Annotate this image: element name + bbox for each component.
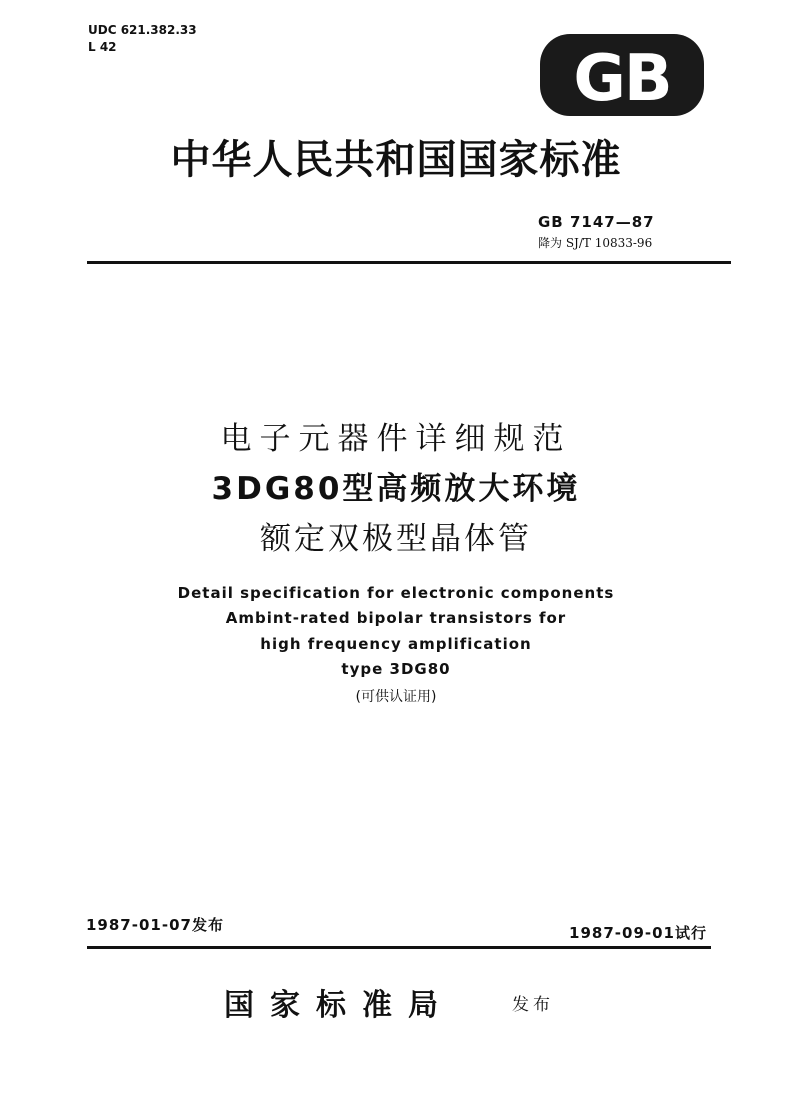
issue-date: 1987-01-07发布 [86,916,224,934]
replaced-by: 降为 SJ/T 10833-96 [538,236,653,250]
udc-code: UDC 621.382.33 [88,23,197,37]
national-standard-title: 中华人民共和国国家标准 [170,136,622,183]
standard-code: GB 7147—87 [538,213,655,231]
gb-logo [540,34,704,116]
udc-block [88,22,197,56]
title-en-line-3: high frequency amplification [260,635,532,653]
title-en-line-4: type 3DG80 [341,660,451,678]
published-label: 发布 [512,995,554,1015]
gb-logo-text: GB [573,42,671,116]
footer-divider [87,946,711,949]
implementation-date: 1987-09-01试行 [569,924,707,942]
issuing-agency: 国家标准局 [224,988,454,1023]
header-divider [87,261,731,264]
classification-code: L 42 [88,40,117,54]
title-cn-line-2: 3DG80型高频放大环境 [211,471,581,507]
certification-note: (可供认证用) [355,689,437,705]
title-cn-line-1: 电子元器件详细规范 [220,421,572,457]
title-en-line-1: Detail specification for electronic components [177,584,615,602]
title-en-line-2: Ambint-rated bipolar transistors for [225,609,567,627]
title-cn-line-3: 额定双极型晶体管 [260,521,532,557]
